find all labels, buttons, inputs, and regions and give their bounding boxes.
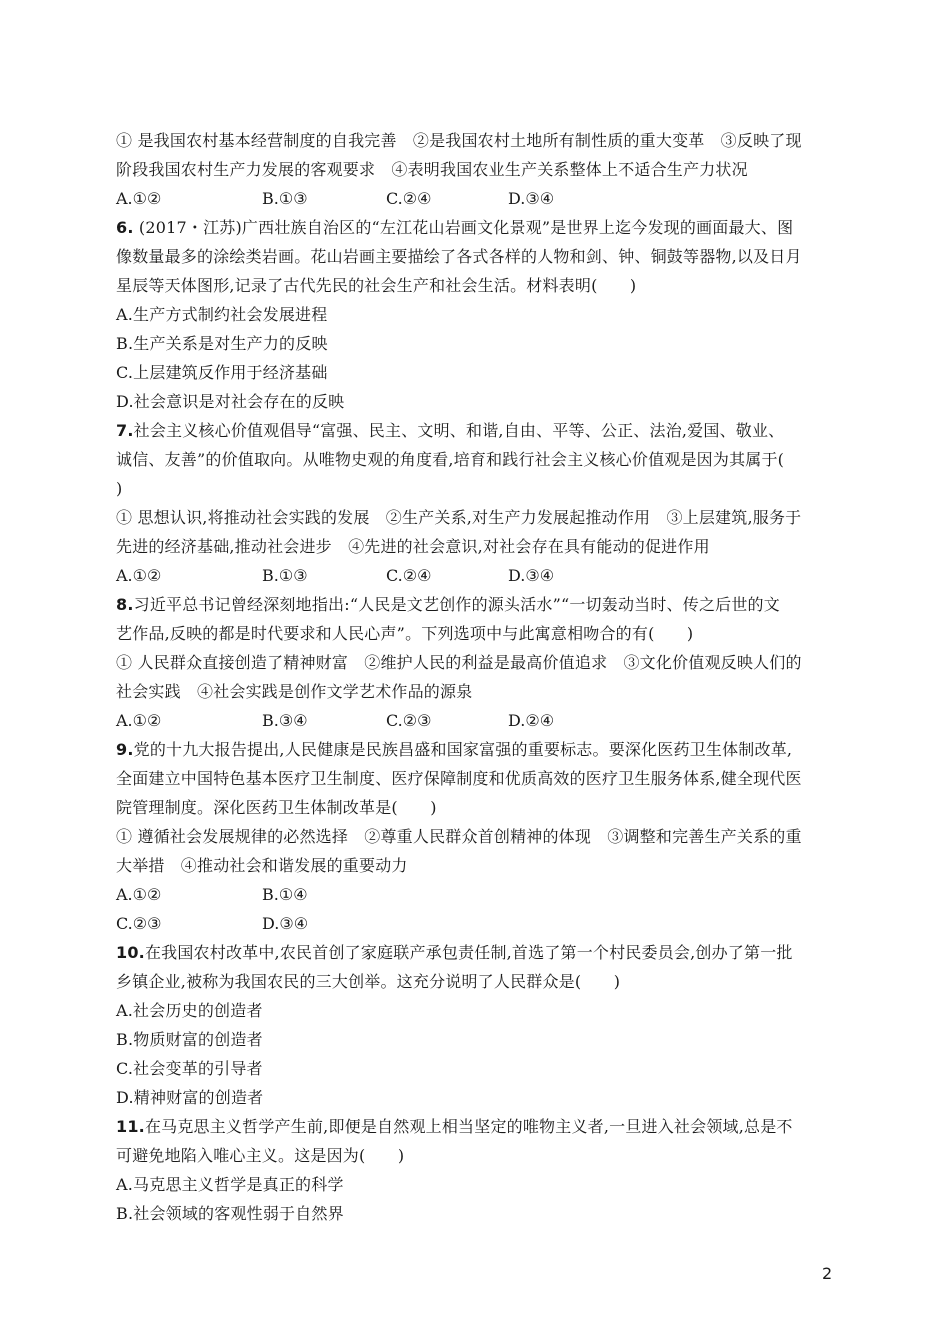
- option-b: B.①③: [262, 189, 308, 208]
- stem-text: 习近平总书记曾经深刻地指出:“人民是文艺创作的源头活水”“一切轰动当时、传之后世的文: [133, 595, 780, 614]
- question-stem-line: [116, 213, 836, 242]
- statement-line: 大举措 ④推动社会和谐发展的重要动力: [116, 856, 408, 875]
- option-a: A.生产方式制约社会发展进程: [116, 305, 328, 324]
- option-c: C.②④: [386, 189, 432, 208]
- option-b: B.生产关系是对生产力的反映: [116, 334, 328, 353]
- option-c: C.②④: [386, 566, 432, 585]
- question-8: [116, 590, 836, 735]
- question-5-continued: [116, 126, 836, 213]
- option-c: C.②③: [116, 914, 162, 933]
- question-stem-line: [116, 735, 836, 764]
- option-a: A.①②: [116, 189, 162, 208]
- question-stem-line: 乡镇企业,被称为我国农民的三大创举。这充分说明了人民群众是( ): [116, 972, 621, 991]
- options-row: [116, 561, 836, 590]
- question-6: [116, 213, 836, 416]
- options-row: [116, 909, 836, 938]
- question-stem-line: 院管理制度。深化医药卫生体制改革是( ): [116, 798, 437, 817]
- option-a: A.①②: [116, 711, 162, 730]
- question-stem-line: [116, 1112, 836, 1141]
- option-c: C.②③: [386, 711, 432, 730]
- page-number: 2: [822, 1264, 833, 1283]
- question-stem-line: [116, 590, 836, 619]
- statement-line: ① 是我国农村基本经营制度的自我完善 ②是我国农村土地所有制性质的重大变革 ③反映了现: [116, 131, 802, 150]
- option-d: D.社会意识是对社会存在的反映: [116, 392, 345, 411]
- document-page: [116, 126, 836, 1228]
- options-row: [116, 706, 836, 735]
- question-number: 8.: [116, 595, 134, 614]
- option-c: C.上层建筑反作用于经济基础: [116, 363, 328, 382]
- statement-line: ① 遵循社会发展规律的必然选择 ②尊重人民群众首创精神的体现 ③调整和完善生产关系的重: [116, 827, 802, 846]
- question-10: [116, 938, 836, 1112]
- statement-line: 社会实践 ④社会实践是创作文学艺术作品的源泉: [116, 682, 473, 701]
- option-b: B.①④: [262, 885, 308, 904]
- question-stem-line: 诚信、友善”的价值取向。从唯物史观的角度看,培育和践行社会主义核心价值观是因为其属于(: [116, 450, 785, 469]
- question-number: 10.: [116, 943, 145, 962]
- statement-line: 先进的经济基础,推动社会进步 ④先进的社会意识,对社会存在具有能动的促进作用: [116, 537, 710, 556]
- option-b: B.①③: [262, 566, 308, 585]
- statement-line: 阶段我国农村生产力发展的客观要求 ④表明我国农业生产关系整体上不适合生产力状况: [116, 160, 748, 179]
- question-stem-line: 艺作品,反映的都是时代要求和人民心声”。下列选项中与此寓意相吻合的有( ): [116, 624, 694, 643]
- stem-text: 在马克思主义哲学产生前,即便是自然观上相当坚定的唯物主义者,一旦进入社会领域,总是不: [144, 1117, 793, 1136]
- option-d: D.③④: [508, 189, 555, 208]
- question-number: 6.: [116, 218, 134, 237]
- statement-line: ① 人民群众直接创造了精神财富 ②维护人民的利益是最高价值追求 ③文化价值观反映人们的: [116, 653, 802, 672]
- options-row: [116, 880, 836, 909]
- option-d: D.②④: [508, 711, 555, 730]
- option-d: D.③④: [508, 566, 555, 585]
- option-c: C.社会变革的引导者: [116, 1059, 263, 1078]
- option-d: D.③④: [262, 914, 309, 933]
- stem-text: 在我国农村改革中,农民首创了家庭联产承包责任制,首选了第一个村民委员会,创办了第一批: [144, 943, 793, 962]
- question-stem-line: 像数量最多的涂绘类岩画。花山岩画主要描绘了各式各样的人物和剑、钟、铜鼓等器物,以及日月: [116, 247, 802, 266]
- option-b: B.物质财富的创造者: [116, 1030, 263, 1049]
- question-9: [116, 735, 836, 938]
- option-b: B.社会领域的客观性弱于自然界: [116, 1204, 344, 1223]
- question-7: [116, 416, 836, 590]
- question-stem-line: ): [116, 479, 123, 498]
- question-11: [116, 1112, 836, 1228]
- stem-text: (2017・江苏)广西壮族自治区的“左江花山岩画文化景观”是世界上迄今发现的画面最大、图: [133, 218, 794, 237]
- question-stem-line: 可避免地陷入唯心主义。这是因为( ): [116, 1146, 405, 1165]
- option-b: B.③④: [262, 711, 308, 730]
- question-stem-line: [116, 416, 836, 445]
- question-stem-line: 星辰等天体图形,记录了古代先民的社会生产和社会生活。材料表明( ): [116, 276, 637, 295]
- options-row: [116, 184, 836, 213]
- stem-text: 社会主义核心价值观倡导“富强、民主、文明、和谐,自由、平等、公正、法治,爱国、敬业、: [133, 421, 785, 440]
- question-number: 7.: [116, 421, 134, 440]
- question-number: 11.: [116, 1117, 145, 1136]
- option-d: D.精神财富的创造者: [116, 1088, 264, 1107]
- question-stem-line: 全面建立中国特色基本医疗卫生制度、医疗保障制度和优质高效的医疗卫生服务体系,健全现代医: [116, 769, 802, 788]
- question-number: 9.: [116, 740, 134, 759]
- option-a: A.①②: [116, 566, 162, 585]
- stem-text: 党的十九大报告提出,人民健康是民族昌盛和国家富强的重要标志。要深化医药卫生体制改革,: [133, 740, 793, 759]
- question-stem-line: [116, 938, 836, 967]
- option-a: A.社会历史的创造者: [116, 1001, 263, 1020]
- statement-line: ① 思想认识,将推动社会实践的发展 ②生产关系,对生产力发展起推动作用 ③上层建筑,服务于: [116, 508, 802, 527]
- option-a: A.马克思主义哲学是真正的科学: [116, 1175, 344, 1194]
- option-a: A.①②: [116, 885, 162, 904]
